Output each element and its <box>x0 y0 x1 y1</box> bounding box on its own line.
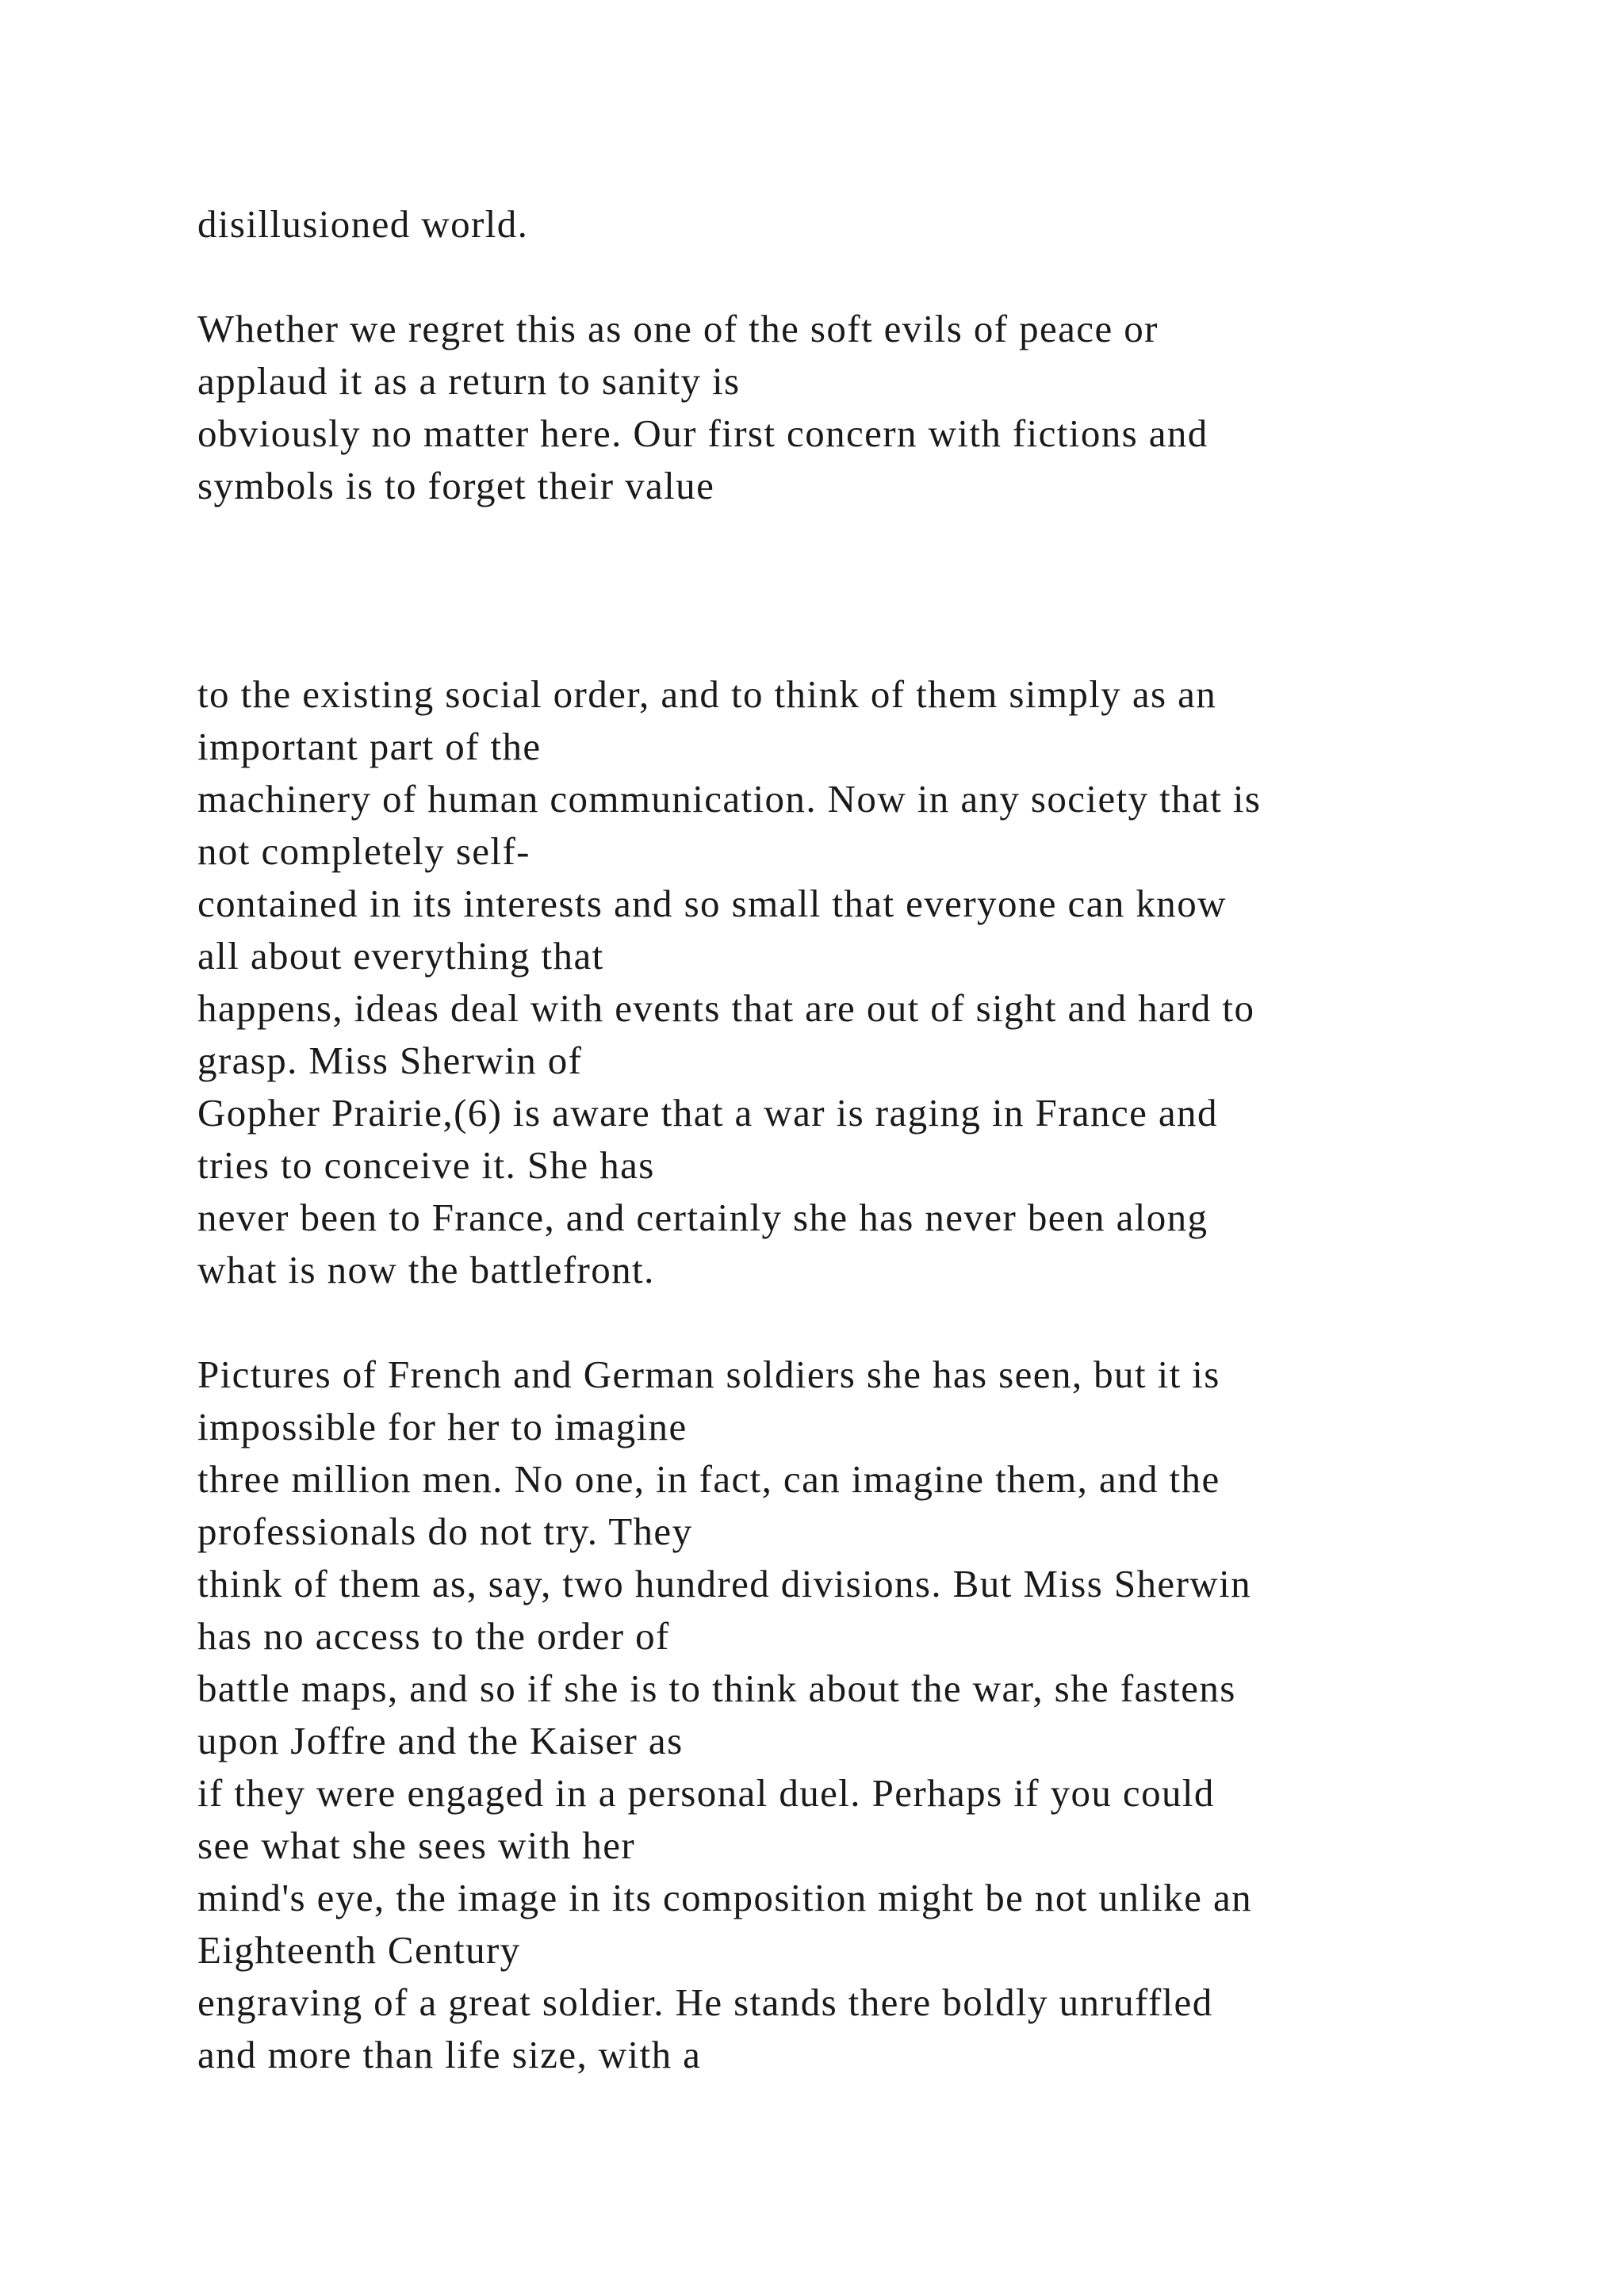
text-line: happens, ideas deal with events that are out of sight and hard to <box>197 986 1255 1030</box>
text-line: has no access to the order of <box>197 1614 670 1658</box>
text-line: and more than life size, with a <box>197 2033 702 2076</box>
text-line: think of them as, say, two hundred divisions. But Miss Sherwin <box>197 1562 1252 1605</box>
text-line: machinery of human communication. Now in any society that is <box>197 777 1262 821</box>
text-line: three million men. No one, in fact, can imagine them, and the <box>197 1457 1220 1501</box>
text-line: all about everything that <box>197 934 604 978</box>
text-line: never been to France, and certainly she has never been along <box>197 1196 1208 1239</box>
text-line: disillusioned world. <box>197 202 529 246</box>
text-line: if they were engaged in a personal duel. Perhaps if you could <box>197 1771 1215 1815</box>
text-line: battle maps, and so if she is to think about the war, she fastens <box>197 1667 1236 1710</box>
text-line: to the existing social order, and to think of them simply as an <box>197 672 1217 716</box>
text-line: mind's eye, the image in its composition might be not unlike an <box>197 1876 1253 1919</box>
text-line: obviously no matter here. Our first concern with fictions and <box>197 411 1208 455</box>
text-line: grasp. Miss Sherwin of <box>197 1039 583 1082</box>
text-line: Pictures of French and German soldiers she has seen, but it is <box>197 1353 1220 1396</box>
text-line: what is now the battlefront. <box>197 1248 655 1292</box>
text-line: Whether we regret this as one of the soft evils of peace or <box>197 307 1159 350</box>
text-line: upon Joffre and the Kaiser as <box>197 1719 684 1762</box>
text-line: contained in its interests and so small that everyone can know <box>197 882 1227 925</box>
text-line: engraving of a great soldier. He stands there boldly unruffled <box>197 1980 1213 2024</box>
text-line: Eighteenth Century <box>197 1928 521 1972</box>
text-line: not completely self- <box>197 829 530 873</box>
text-line: symbols is to forget their value <box>197 464 715 507</box>
text-line: professionals do not try. They <box>197 1510 693 1553</box>
text-line: Gopher Prairie,(6) is aware that a war is raging in France and <box>197 1091 1218 1135</box>
text-line: applaud it as a return to sanity is <box>197 359 741 403</box>
text-line: important part of the <box>197 725 542 768</box>
text-line: impossible for her to imagine <box>197 1405 688 1448</box>
text-line: tries to conceive it. She has <box>197 1143 655 1187</box>
text-line: see what she sees with her <box>197 1823 636 1867</box>
